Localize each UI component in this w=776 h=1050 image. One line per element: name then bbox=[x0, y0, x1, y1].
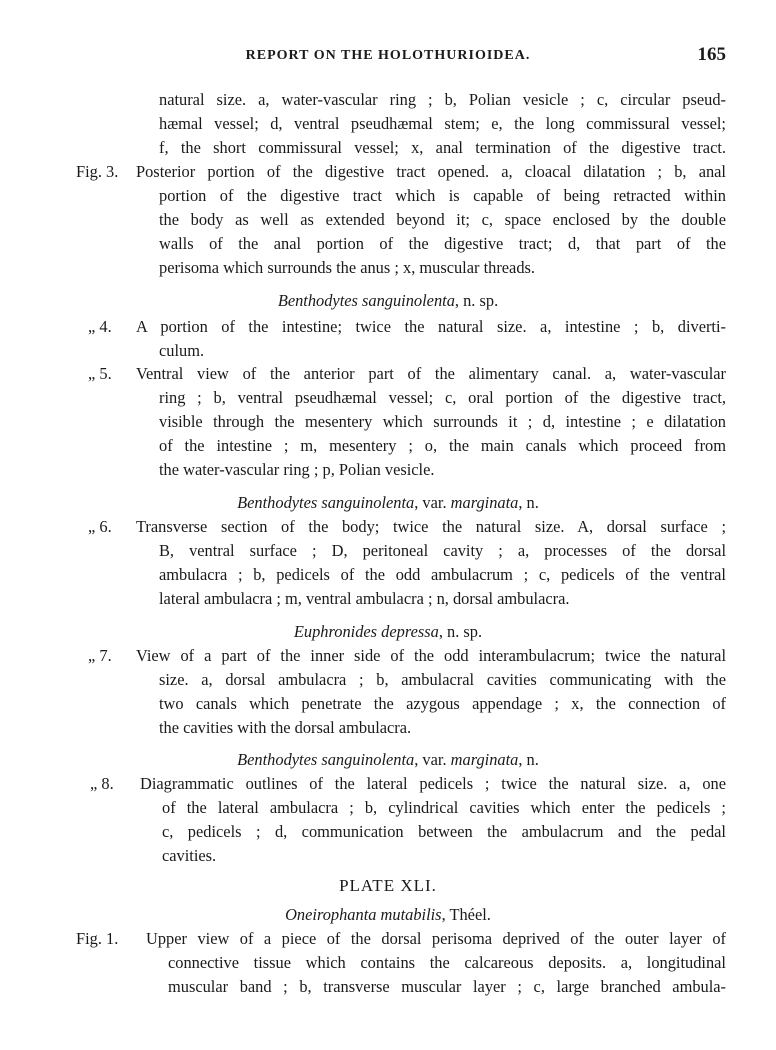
variety-name: marginata bbox=[450, 750, 519, 769]
species-name: Benthodytes sanguinolenta bbox=[277, 291, 455, 310]
figure-label: Fig. 1. bbox=[76, 929, 119, 948]
species-heading: Benthodytes sanguinolenta, var. marginata, n. bbox=[237, 493, 539, 512]
figure-label: „ 4. bbox=[88, 317, 112, 336]
page-number: 165 bbox=[697, 44, 726, 65]
species-name: Benthodytes sanguinolenta bbox=[237, 493, 415, 512]
text-line: visible through the mesentery which surrounds it ; d, intestine ; e dilatation bbox=[159, 411, 726, 431]
species-name: Benthodytes sanguinolenta bbox=[237, 750, 415, 769]
figure-label: Fig. 3. bbox=[76, 162, 119, 181]
text-line: the water-vascular ring ; p, Polian vesicle. bbox=[159, 459, 435, 479]
text-line: f, the short commissural vessel; x, anal termination of the digestive tract. bbox=[159, 137, 726, 157]
text-line: B, ventral surface ; D, peritoneal cavity ; a, processes of the dorsal bbox=[159, 540, 726, 560]
text-line: Ventral view of the anterior part of the alimentary canal. a, water-vascular bbox=[136, 364, 726, 383]
text-line: Posterior portion of the digestive tract opened. a, cloacal dilatation ; b, anal bbox=[136, 162, 726, 181]
figure-label: „ 6. bbox=[88, 517, 112, 536]
text-line: natural size. a, water-vascular ring ; b, Polian vesicle ; c, circular pseud- bbox=[159, 90, 726, 109]
text-line: the cavities with the dorsal ambulacra. bbox=[159, 717, 412, 737]
text-line: Upper view of a piece of the dorsal perisoma deprived of the outer layer of bbox=[146, 929, 726, 948]
text-line: ring ; b, ventral pseudhæmal vessel; c, oral portion of the digestive tract, bbox=[159, 387, 726, 407]
text-line: the body as well as extended beyond it; c, space enclosed by the double bbox=[159, 209, 726, 229]
text-line: of the intestine ; m, mesentery ; o, the main canals which proceed from bbox=[159, 435, 726, 455]
text-line: portion of the digestive tract which is capable of being retracted within bbox=[159, 185, 726, 205]
variety-name: marginata bbox=[450, 493, 519, 512]
figure-label: „ 7. bbox=[88, 646, 112, 665]
text-line: A portion of the intestine; twice the natural size. a, intestine ; b, diverti- bbox=[136, 317, 726, 336]
text-line: connective tissue which contains the calcareous deposits. a, longitudinal bbox=[168, 952, 726, 972]
species-heading: Benthodytes sanguinolenta, var. marginata, n. bbox=[237, 750, 539, 769]
species-name: Oneirophanta mutabilis bbox=[285, 905, 442, 924]
text-line: Diagrammatic outlines of the lateral pedicels ; twice the natural size. a, one bbox=[140, 774, 726, 793]
text-line: cavities. bbox=[162, 845, 217, 865]
text-line: lateral ambulacra ; m, ventral ambulacra ; n, dorsal ambulacra. bbox=[159, 588, 570, 608]
figure-label: „ 5. bbox=[88, 364, 112, 383]
text-line: size. a, dorsal ambulacra ; b, ambulacral cavities communicating with the bbox=[159, 669, 726, 689]
running-title: REPORT ON THE HOLOTHURIOIDEA. bbox=[245, 48, 531, 63]
text-line: two canals which penetrate the azygous appendage ; x, the connection of bbox=[159, 693, 726, 713]
text-line: hæmal vessel; d, ventral pseudhæmal stem; e, the long commissural vessel; bbox=[159, 113, 726, 133]
page-header bbox=[0, 44, 776, 68]
text-line: perisoma which surrounds the anus ; x, muscular threads. bbox=[159, 257, 535, 277]
text-line: of the lateral ambulacra ; b, cylindrical cavities which enter the pedicels ; bbox=[162, 797, 726, 817]
text-line: walls of the anal portion of the digestive tract; d, that part of the bbox=[159, 233, 726, 253]
text-line: culum. bbox=[159, 340, 205, 360]
species-heading: Euphronides depressa, n. sp. bbox=[293, 622, 483, 641]
text-line: muscular band ; b, transverse muscular layer ; c, large branched ambula- bbox=[168, 976, 726, 996]
species-name: Euphronides depressa bbox=[293, 622, 439, 641]
text-line: View of a part of the inner side of the odd interambulacrum; twice the natural bbox=[136, 646, 726, 665]
species-suffix: , n. sp. bbox=[454, 291, 499, 310]
species-heading: Oneirophanta mutabilis, Théel. bbox=[285, 905, 491, 924]
text-line: c, pedicels ; d, communication between the ambulacrum and the pedal bbox=[162, 821, 726, 841]
text-line: Transverse section of the body; twice the natural size. A, dorsal surface ; bbox=[136, 517, 726, 536]
text-line: ambulacra ; b, pedicels of the odd ambulacrum ; c, pedicels of the ventral bbox=[159, 564, 726, 584]
plate-title: PLATE XLI. bbox=[339, 876, 437, 895]
figure-label: „ 8. bbox=[90, 774, 114, 793]
species-heading bbox=[0, 289, 776, 312]
